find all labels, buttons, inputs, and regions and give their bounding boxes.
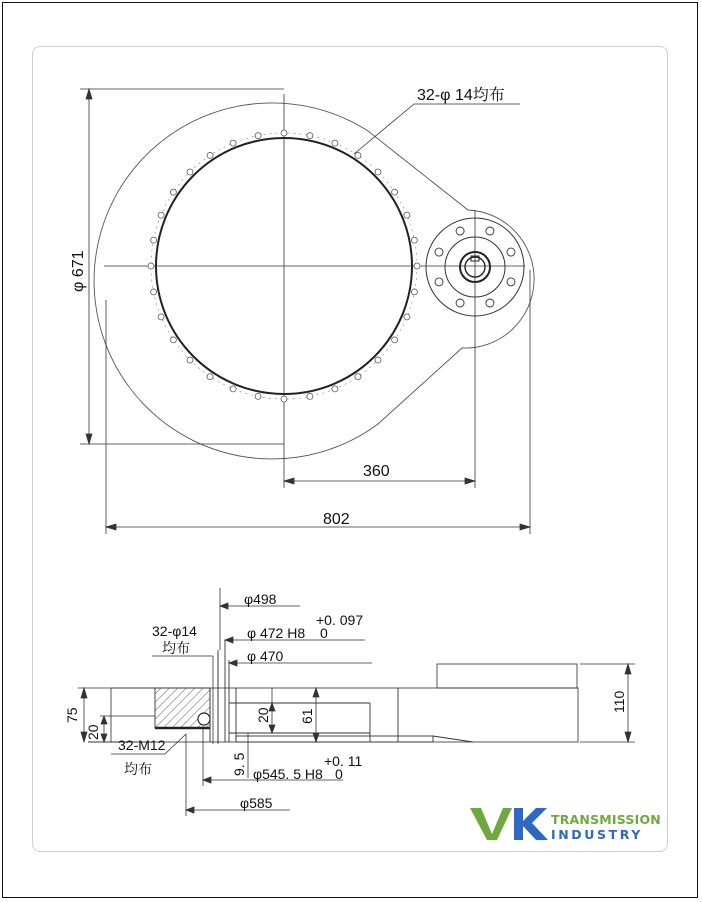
overall-length-label: 802 — [323, 511, 350, 528]
bolt-hole — [255, 133, 261, 139]
bolt-hole — [411, 237, 417, 243]
dim-phi585: φ585 — [240, 795, 273, 811]
bolt-hole — [230, 386, 236, 392]
motor-bolt-hole — [456, 299, 464, 307]
bolt-hole — [230, 140, 236, 146]
top-view — [94, 94, 534, 488]
bolt-hole — [170, 337, 176, 343]
thread-note-line1: 32-M12 — [118, 737, 166, 753]
bolt-hole — [411, 289, 417, 295]
dim-phi545: φ545. 5 H8 — [253, 766, 323, 782]
motor-bolt-hole — [435, 248, 443, 256]
motor-bolt-hole — [507, 278, 515, 286]
bolt-hole — [158, 314, 164, 320]
bolt-hole — [392, 337, 398, 343]
dim-phi472-tol-lower: 0 — [320, 625, 328, 641]
motor-bolt-hole — [486, 299, 494, 307]
dim-20-mid: 20 — [255, 707, 271, 723]
bolt-circle-note: 32-φ 14均布 — [417, 87, 505, 104]
bolt-hole — [281, 396, 287, 402]
dim-phi545-tol-upper: +0. 11 — [324, 753, 363, 769]
dim-110: 110 — [611, 690, 627, 713]
dim-9-5: 9. 5 — [231, 752, 247, 776]
dim-20-left: 20 — [85, 724, 101, 740]
bolt-hole — [307, 133, 313, 139]
ball-race — [198, 713, 210, 725]
motor-bolt-hole — [456, 227, 464, 235]
bolt-hole — [375, 357, 381, 363]
bolt-hole — [207, 374, 213, 380]
bolt-hole — [332, 386, 338, 392]
bolt-hole — [255, 393, 261, 399]
motor-bolt-hole — [507, 248, 515, 256]
dim-75: 75 — [64, 707, 80, 723]
dim-61: 61 — [299, 708, 315, 724]
dim-phi472-tol-upper: +0. 097 — [316, 612, 364, 628]
bolt-hole — [187, 357, 193, 363]
bolt-hole — [414, 263, 420, 269]
bolt-hole — [187, 169, 193, 175]
bolt-hole — [170, 189, 176, 195]
dim-phi470: φ 470 — [247, 648, 284, 664]
bolt-hole — [375, 169, 381, 175]
bolt-hole — [307, 393, 313, 399]
dim-phi498: φ498 — [244, 591, 277, 607]
logo-text-industry: INDUSTRY — [551, 827, 643, 842]
bolt-hole — [404, 314, 410, 320]
bolt-hole — [207, 152, 213, 158]
holes-note-line1: 32-φ14 — [152, 623, 197, 639]
holes-note-line2: 均布 — [162, 640, 190, 656]
outer-diameter-label: φ 671 — [70, 250, 87, 292]
dim-phi545-tol-lower: 0 — [335, 766, 343, 782]
bolt-hole — [158, 212, 164, 218]
top-view-dimensions — [80, 89, 530, 534]
bolt-hole — [151, 237, 157, 243]
motor-bolt-hole — [435, 278, 443, 286]
bolt-hole — [355, 374, 361, 380]
bolt-hole — [148, 263, 154, 269]
thread-note-line2: 均布 — [124, 761, 152, 777]
motor-bolt-hole — [486, 227, 494, 235]
vk-logo-mark — [470, 806, 548, 842]
bolt-hole — [281, 130, 287, 136]
logo-text-transmission: TRANSMISSION — [551, 812, 661, 827]
bolt-hole — [355, 152, 361, 158]
motor-housing — [437, 664, 577, 688]
bolt-hole — [404, 212, 410, 218]
center-distance-label: 360 — [363, 463, 390, 480]
bolt-hole — [332, 140, 338, 146]
bolt-hole — [392, 189, 398, 195]
dim-phi472: φ 472 H8 — [247, 625, 306, 641]
bolt-hole — [151, 289, 157, 295]
